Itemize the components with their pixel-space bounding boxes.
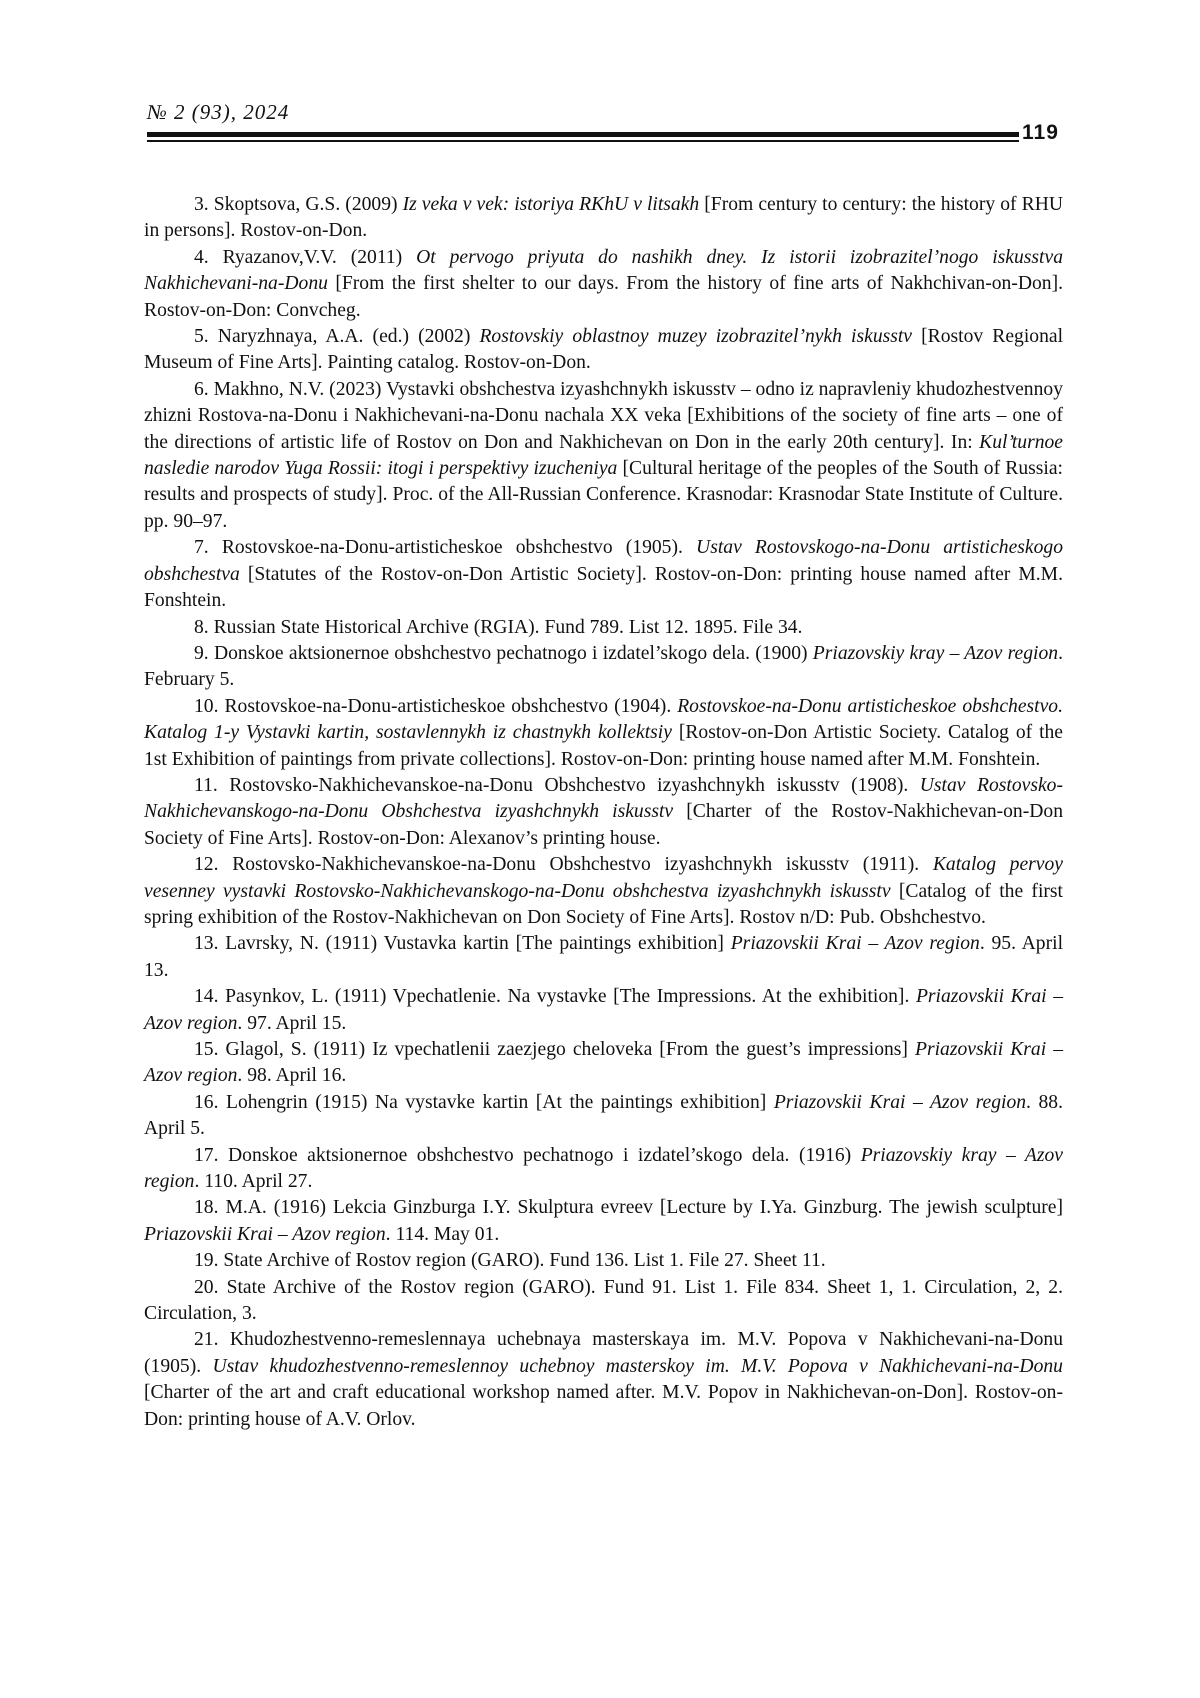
reference-text: [Charter of the art and craft educational workshop named after. M.V. Popov in Nakhichevan-on-Don]. Rostov-on-Don: printing house of A.V. Orlov. [144, 1382, 1063, 1429]
reference-item [144, 1090, 1063, 1143]
reference-item [144, 1275, 1063, 1328]
reference-title-italic: Katalog pervoy vesenney vystavki Rostovsko-Nakhichevanskogo-na-Donu obshchestva izyashchnykh iskusstv [144, 854, 1063, 901]
reference-text: 3. Skoptsova, G.S. (2009) [194, 194, 403, 215]
reference-item [144, 852, 1063, 931]
reference-text: . 98. April 16. [237, 1065, 346, 1086]
reference-text: [Statutes of the Rostov-on-Don Artistic Society]. Rostov-on-Don: printing house named after M.M. Fonshtein. [144, 564, 1063, 611]
reference-text: 10. Rostovskoe-na-Donu-artisticheskoe obshchestvo (1904). [194, 696, 677, 717]
reference-text: . 95. April 13. [144, 933, 1063, 980]
reference-list [144, 192, 1063, 1433]
reference-text: 14. Pasynkov, L. (1911) Vpechatlenie. Na vystavke [The Impressions. At the exhibition]. [194, 986, 916, 1007]
reference-text: [Cultural heritage of the peoples of the South of Russia: results and prospects of study]. Proc. of the All-Russian Conference. Krasnodar: Krasnodar State Institute of Culture. pp. 90–97. [144, 458, 1063, 532]
reference-item [144, 694, 1063, 773]
reference-text: 19. State Archive of Rostov region (GARO). Fund 136. List 1. File 27. Sheet 11. [194, 1250, 826, 1271]
reference-text: 21. Khudozhestvenno-remeslennaya uchebnaya masterskaya im. M.V. Popova v Nakhichevani-na-Donu (1905). [144, 1329, 1063, 1376]
reference-title-italic: Priazovskii Krai – Azov region [144, 1224, 386, 1245]
reference-title-italic: Iz veka v vek: istoriya RKhU v litsakh [403, 194, 700, 215]
reference-item [144, 984, 1063, 1037]
reference-text: . 110. April 27. [194, 1171, 312, 1192]
reference-item [144, 1037, 1063, 1090]
reference-item [144, 1248, 1063, 1274]
reference-item [144, 1195, 1063, 1248]
reference-item [144, 535, 1063, 614]
running-header [147, 100, 1067, 150]
reference-text: 4. Ryazanov,V.V. (2011) [194, 247, 416, 268]
reference-text: 15. Glagol, S. (1911) Iz vpechatlenii zaezjego cheloveka [From the guest’s impressions] [194, 1039, 915, 1060]
reference-title-italic: Priazovskii Krai – Azov region [774, 1092, 1026, 1113]
reference-text: [Rostov Regional Museum of Fine Arts]. Painting catalog. Rostov-on-Don. [144, 326, 1063, 373]
reference-title-italic: Kul’turnoe nasledie narodov Yuga Rossii: itogi i perspektivy izucheniya [144, 432, 1063, 479]
reference-text: 20. State Archive of the Rostov region (GARO). Fund 91. List 1. File 834. Sheet 1, 1. Circulation, 2, 2. Circulation, 3. [144, 1277, 1063, 1324]
reference-text: . 88. April 5. [144, 1092, 1063, 1139]
reference-title-italic: Ustav Rostovskogo-na-Donu artisticheskogo obshchestva [144, 537, 1063, 584]
reference-text: 17. Donskoe aktsionernoe obshchestvo pechatnogo i izdatel’skogo dela. (1916) [194, 1145, 861, 1166]
reference-item [144, 1327, 1063, 1433]
reference-title-italic: Priazovskiy kray – Azov region [144, 1145, 1063, 1192]
reference-title-italic: Priazovskii Krai – Azov region [144, 1039, 1063, 1086]
reference-title-italic: Priazovskiy kray – Azov region [813, 643, 1058, 664]
reference-text: 7. Rostovskoe-na-Donu-artisticheskoe obshchestvo (1905). [194, 537, 696, 558]
reference-title-italic: Priazovskii Krai – Azov region [731, 933, 980, 954]
reference-title-italic: Rostovskoe-na-Donu artisticheskoe obshchestvo. Katalog 1-y Vystavki kartin, sostavlennykh iz chastnykh kollektsiy [144, 696, 1063, 743]
reference-item [144, 773, 1063, 852]
reference-item [144, 931, 1063, 984]
reference-text: 18. M.A. (1916) Lekcia Ginzburga I.Y. Skulptura evreev [Lecture by I.Ya. Ginzburg. The jewish sculpture] [194, 1197, 1063, 1218]
reference-item [144, 615, 1063, 641]
reference-text: 6. Makhno, N.V. (2023) Vystavki obshchestva izyashchnykh iskusstv – odno iz napravleniy khudozhestvennoy zhizni Rostova-na-Donu i Nakhichevani-na-Donu nachala XX veka [Exhibitions of the society of fine arts – one of the directions of artistic life of Rostov on Don and Nakhichevan on Don in the early 20th century]. In: [144, 379, 1063, 453]
reference-text: 11. Rostovsko-Nakhichevanskoe-na-Donu Obshchestvo izyashchnykh iskusstv (1908). [194, 775, 920, 796]
reference-item [144, 1143, 1063, 1196]
reference-text: 16. Lohengrin (1915) Na vystavke kartin [At the paintings exhibition] [194, 1092, 774, 1113]
reference-text: 13. Lavrsky, N. (1911) Vustavka kartin [The paintings exhibition] [194, 933, 731, 954]
reference-title-italic: Ot pervogo priyuta do nashikh dney. Iz istorii izobrazitel’nogo iskusstva Nakhichevani-na-Donu [144, 247, 1063, 294]
reference-text: . February 5. [144, 643, 1063, 690]
reference-title-italic: Ustav Rostovsko-Nakhichevanskogo-na-Donu Obshchestva izyashchnykh iskusstv [144, 775, 1063, 822]
reference-text: . 97. April 15. [237, 1013, 346, 1034]
reference-text: 12. Rostovsko-Nakhichevanskoe-na-Donu Obshchestvo izyashchnykh iskusstv (1911). [194, 854, 933, 875]
reference-item [144, 641, 1063, 694]
reference-text: 5. Naryzhnaya, A.A. (ed.) (2002) [194, 326, 479, 347]
reference-text: [From century to century: the history of RHU in persons]. Rostov-on-Don. [144, 194, 1063, 241]
reference-title-italic: Priazovskii Krai – Azov region [144, 986, 1063, 1033]
page-number: 119 [1022, 121, 1059, 145]
reference-text: 9. Donskoe aktsionernoe obshchestvo pechatnogo i izdatel’skogo dela. (1900) [194, 643, 813, 664]
reference-item [144, 245, 1063, 324]
reference-title-italic: Rostovskiy oblastnoy muzey izobrazitel’nykh iskusstv [479, 326, 912, 347]
reference-text: [Catalog of the first spring exhibition of the Rostov-Nakhichevan on Don Society of Fine Arts]. Rostov n/D: Pub. Obshchestvo. [144, 881, 1063, 928]
reference-text: . 114. May 01. [386, 1224, 500, 1245]
header-rule-thin [147, 140, 1019, 142]
reference-item [144, 192, 1063, 245]
issue-number: № 2 (93), 2024 [147, 100, 289, 125]
reference-text: [From the first shelter to our days. From the history of fine arts of Nakhchivan-on-Don]. Rostov-on-Don: Convcheg. [144, 273, 1063, 320]
reference-text: [Charter of the Rostov-Nakhichevan-on-Don Society of Fine Arts]. Rostov-on-Don: Alexanov’s printing house. [144, 801, 1063, 848]
header-rule-thick [147, 132, 1019, 137]
reference-item [144, 324, 1063, 377]
reference-item [144, 377, 1063, 535]
reference-text: [Rostov-on-Don Artistic Society. Catalog of the 1st Exhibition of paintings from private collections]. Rostov-on-Don: printing house named after M.M. Fonshtein. [144, 722, 1063, 769]
reference-title-italic: Ustav khudozhestvenno-remeslennoy uchebnoy masterskoy im. M.V. Popova v Nakhichevani-na-Donu [212, 1356, 1063, 1377]
reference-text: 8. Russian State Historical Archive (RGIA). Fund 789. List 12. 1895. File 34. [194, 617, 802, 638]
